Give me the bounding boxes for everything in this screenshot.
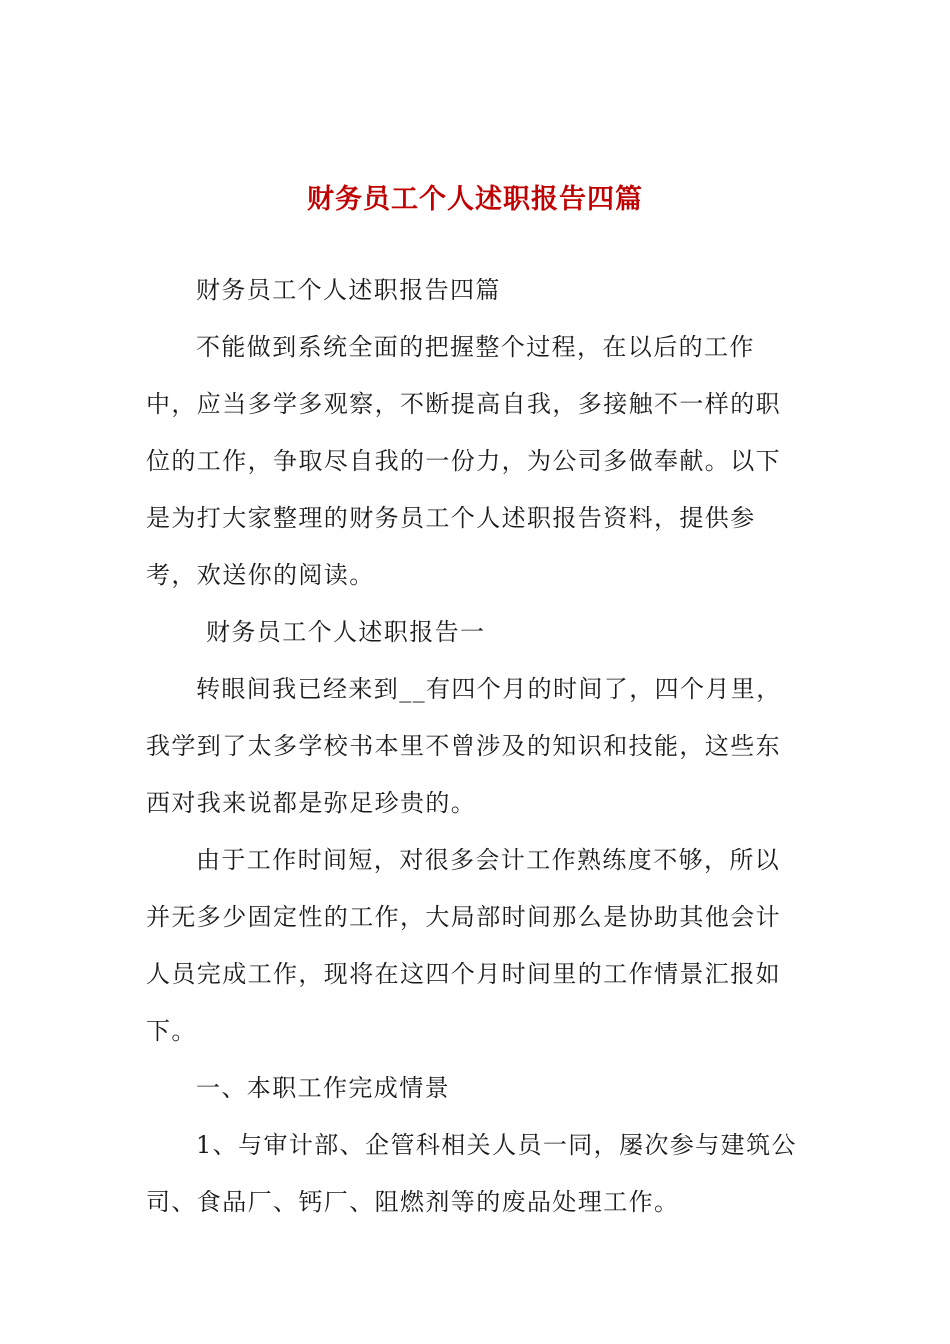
section-heading-report-one: 财务员工个人述职报告一 bbox=[206, 618, 486, 646]
document-title: 财务员工个人述职报告四篇 bbox=[307, 184, 643, 215]
paragraph-time-summary: 转眼间我已经来到__有四个月的时间了，四个月里，我学到了太多学校书本里不曾涉及的知识和技能，这些东西对我来说都是弥足珍贵的。 bbox=[146, 675, 782, 817]
document-body bbox=[146, 262, 802, 1231]
section-heading-duties: 一、本职工作完成情景 bbox=[196, 1074, 450, 1102]
paragraph-intro: 不能做到系统全面的把握整个过程，在以后的工作中，应当多学多观察，不断提高自我，多接触不一样的职位的工作，争取尽自我的一份力，为公司多做奉献。以下是为打大家整理的财务员工个人述职报告资料，提供参考，欢送你的阅读。 bbox=[146, 333, 781, 589]
paragraph-duty-item-1: 1、与审计部、企管科相关人员一同，屡次参与建筑公司、食品厂、钙厂、阻燃剂等的废品处理工作。 bbox=[146, 1131, 797, 1216]
paragraph-subtitle: 财务员工个人述职报告四篇 bbox=[196, 276, 501, 304]
paragraph-work-status: 由于工作时间短，对很多会计工作熟练度不够，所以并无多少固定性的工作，大局部时间那么是协助其他会计人员完成工作，现将在这四个月时间里的工作情景汇报如下。 bbox=[146, 846, 781, 1045]
